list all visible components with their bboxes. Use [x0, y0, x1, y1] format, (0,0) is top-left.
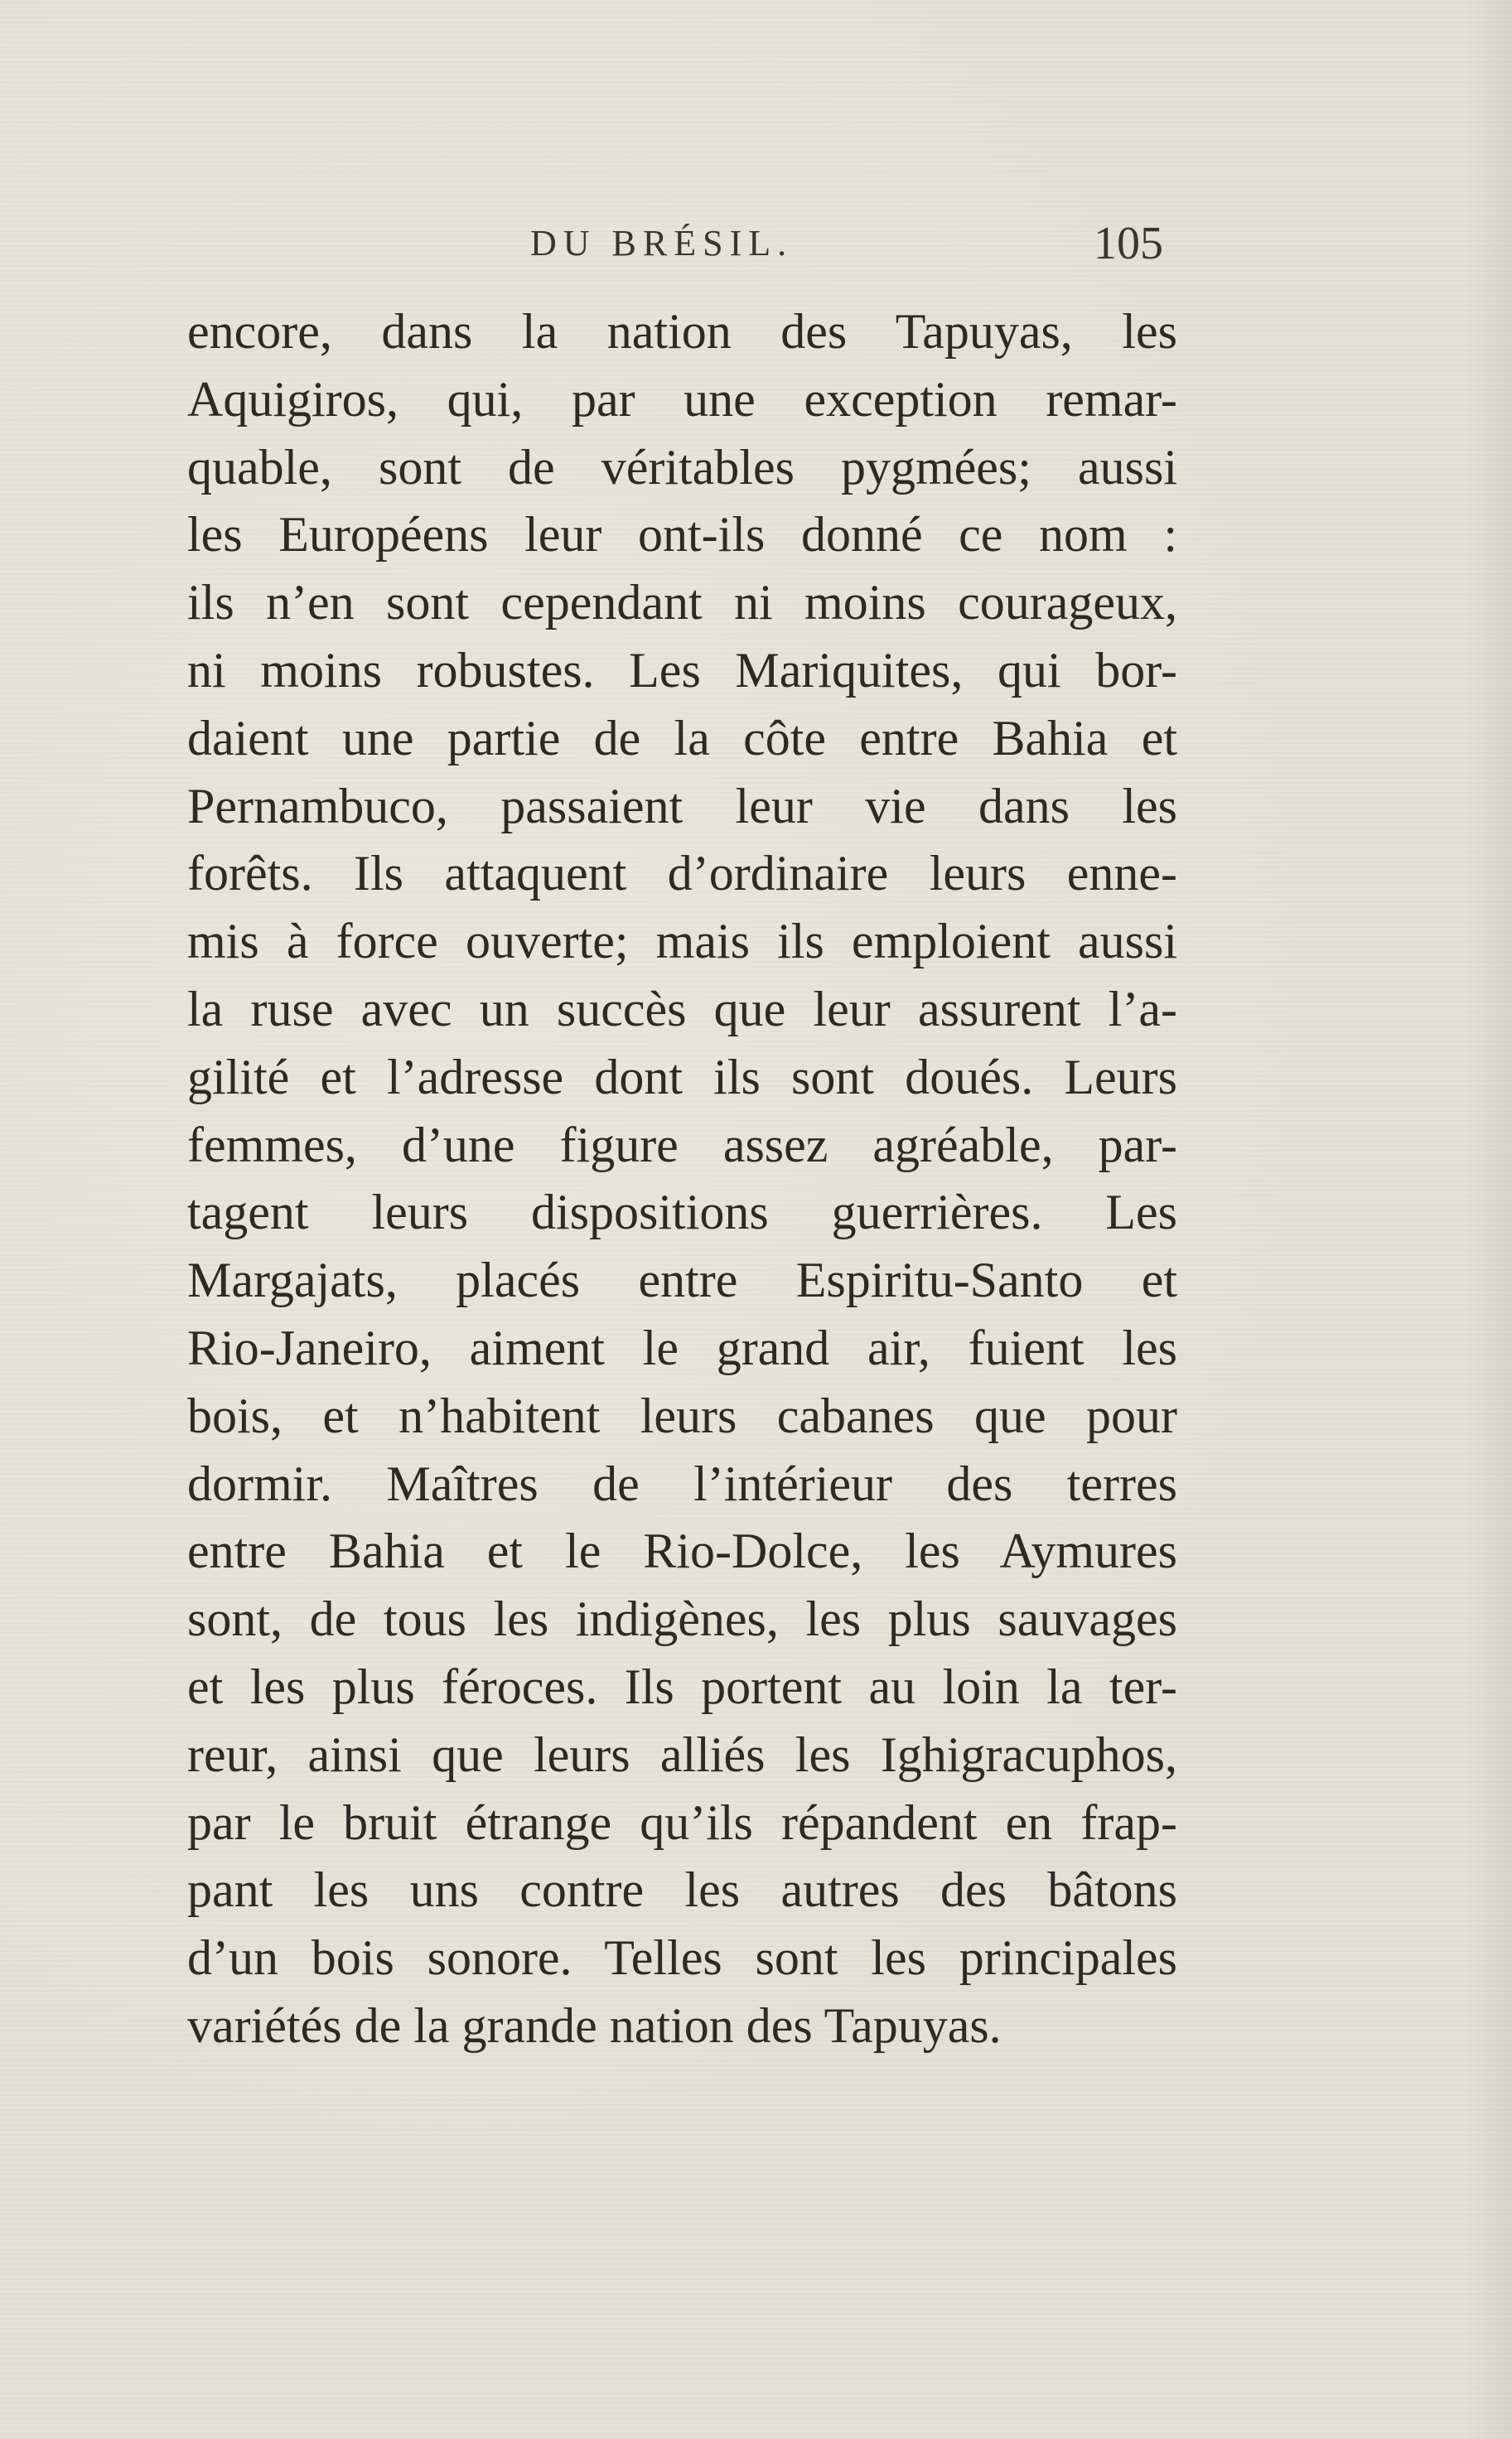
- text-line: d’un bois sonore. Telles sont les principales: [187, 1930, 1177, 1986]
- text-line: et les plus féroces. Ils portent au loin la ter-: [187, 1659, 1177, 1714]
- text-line: pant les uns contre les autres des bâtons: [187, 1862, 1177, 1918]
- text-line: daient une partie de la côte entre Bahia et: [187, 710, 1177, 766]
- page-number: 105: [1094, 218, 1163, 269]
- text-line: Aquigiros, qui, par une exception remar-: [187, 371, 1177, 427]
- text-line: bois, et n’habitent leurs cabanes que pour: [187, 1388, 1177, 1443]
- body-text: [187, 298, 1177, 2060]
- text-line: reur, ainsi que leurs alliés les Ighigracuphos,: [187, 1727, 1177, 1782]
- text-line: mis à force ouverte; mais ils emploient aussi: [187, 914, 1177, 969]
- text-line: la ruse avec un succès que leur assurent l’a-: [187, 981, 1177, 1036]
- text-line: quable, sont de véritables pygmées; aussi: [187, 439, 1177, 495]
- text-line: les Européens leur ont-ils donné ce nom :: [187, 507, 1177, 563]
- text-line: Rio-Janeiro, aiment le grand air, fuient les: [187, 1320, 1177, 1375]
- text-line: ils n’en sont cependant ni moins courageux,: [187, 575, 1177, 630]
- text-line: par le bruit étrange qu’ils répandent en frap-: [187, 1794, 1177, 1850]
- text-line: Pernambuco, passaient leur vie dans les: [187, 778, 1177, 833]
- text-line: dormir. Maîtres de l’intérieur des terres: [187, 1456, 1177, 1511]
- page-edge-shadow: [1462, 0, 1512, 2439]
- text-line: tagent leurs dispositions guerrières. Les: [187, 1185, 1177, 1240]
- text-line: entre Bahia et le Rio-Dolce, les Aymures: [187, 1524, 1177, 1579]
- text-line: sont, de tous les indigènes, les plus sauvages: [187, 1591, 1177, 1647]
- text-line: forêts. Ils attaquent d’ordinaire leurs enne-: [187, 846, 1177, 901]
- running-title: DU BRÉSIL.: [530, 223, 794, 263]
- text-line: Margajats, placés entre Espiritu-Santo et: [187, 1253, 1177, 1308]
- text-line: ni moins robustes. Les Mariquites, qui bor-: [187, 642, 1177, 698]
- text-line: femmes, d’une figure assez agréable, par-: [187, 1117, 1177, 1172]
- text-line: gilité et l’adresse dont ils sont doués. Leurs: [187, 1049, 1177, 1104]
- text-line: variétés de la grande nation des Tapuyas.: [187, 1997, 1002, 2053]
- text-line: encore, dans la nation des Tapuyas, les: [187, 304, 1177, 359]
